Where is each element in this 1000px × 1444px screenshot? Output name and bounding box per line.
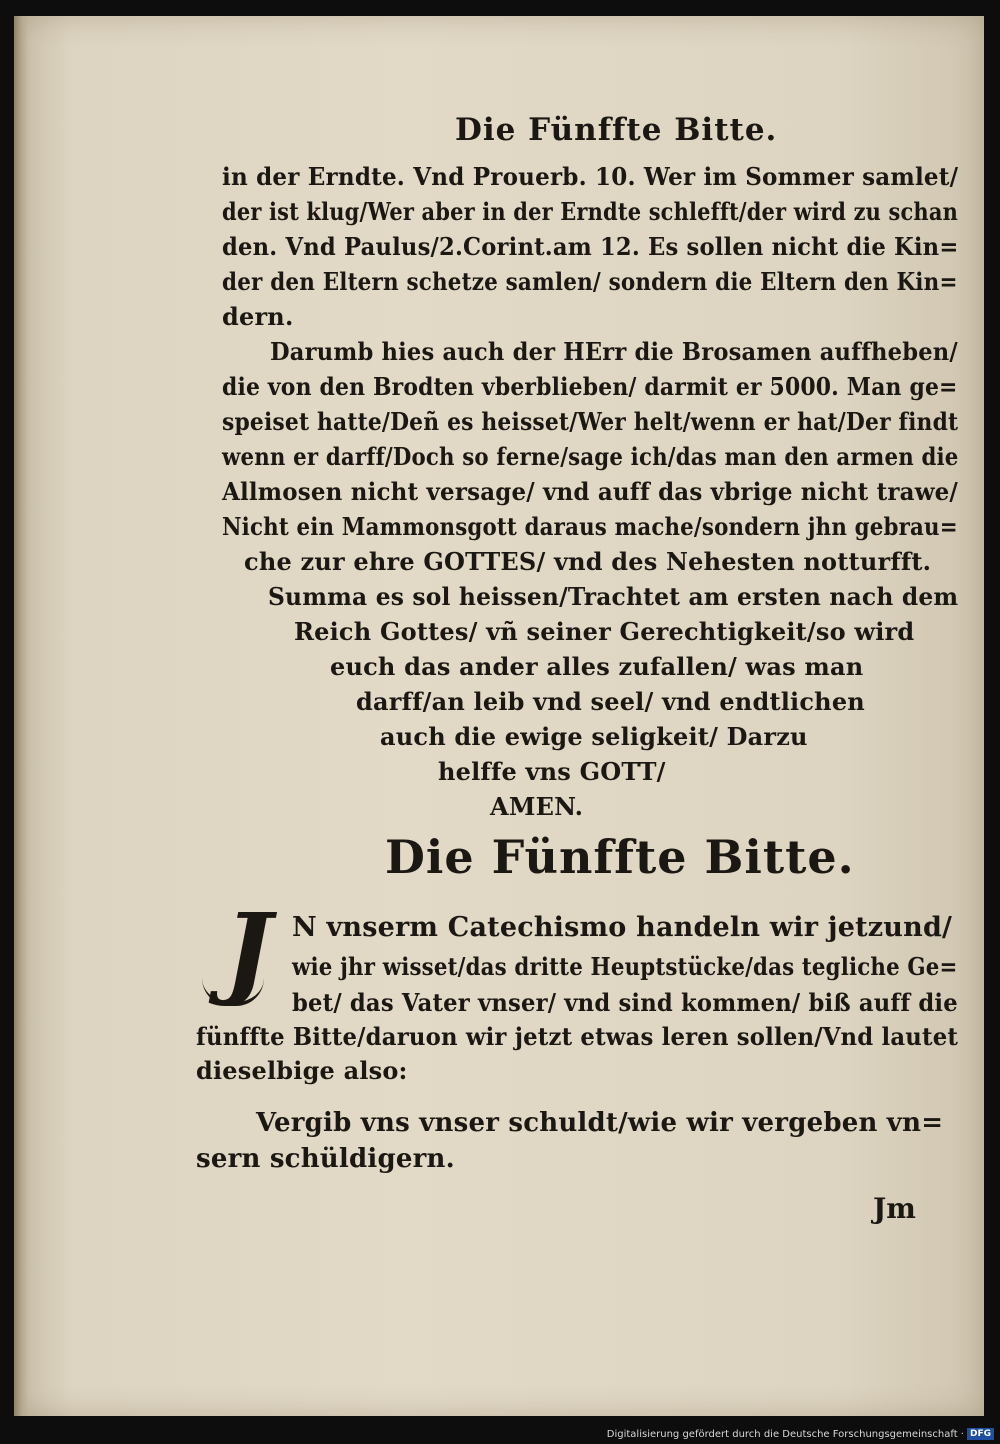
page-gutter-shadow [14, 16, 28, 1416]
body-line-4: der den Eltern schetze samlen/ sondern die Eltern den Kin= [222, 267, 958, 296]
running-head: Die Fünffte Bitte. [455, 112, 778, 148]
petition-line-1: Vergib vns vnser schuldt/wie wir vergeben vn= [256, 1108, 944, 1138]
body-line-5: dern. [222, 302, 294, 331]
body-line-16: darff/an leib vnd seel/ vnd endtlichen [356, 687, 865, 716]
body-line-2: der ist klug/Wer aber in der Erndte schlefft/der wird zu schan [222, 197, 958, 226]
catchword: Jm [873, 1192, 916, 1225]
body-line-15: euch das ander alles zufallen/ was man [330, 652, 864, 681]
body-line-11: Nicht ein Mammonsgott daraus mache/sondern jhn gebrau= [222, 512, 958, 541]
digitization-credit [607, 1428, 994, 1440]
body-line-7: die von den Brodten vberblieben/ darmit er 5000. Man ge= [222, 372, 958, 401]
body-line-6: Darumb hies auch der HErr die Brosamen auffheben/ [270, 337, 958, 366]
intro-line-1: N vnserm Catechismo handeln wir jetzund/ [292, 912, 953, 943]
body-line-8: speiset hatte/Deñ es heisset/Wer helt/wenn er hat/Der findt [222, 407, 959, 436]
body-line-12: che zur ehre GOTTES/ vnd des Nehesten notturfft. [244, 547, 932, 576]
body-line-14: Reich Gottes/ vñ seiner Gerechtigkeit/so wird [294, 617, 915, 646]
book-page [14, 16, 984, 1416]
petition-line-2: sern schüldigern. [196, 1144, 455, 1174]
body-line-10: Allmosen nicht versage/ vnd auff das vbrige nicht trawe/ [222, 477, 959, 506]
intro-line-5: dieselbige also: [196, 1056, 408, 1085]
body-line-3: den. Vnd Paulus/2.Corint.am 12. Es sollen nicht die Kin= [222, 232, 959, 261]
intro-line-3: bet/ das Vater vnser/ vnd sind kommen/ biß auff die [292, 988, 958, 1017]
body-line-17: auch die ewige seligkeit/ Darzu [380, 722, 808, 751]
section-heading: Die Fünffte Bitte. [385, 830, 855, 884]
body-line-18: helffe vns GOTT/ [438, 757, 666, 786]
credit-text: Digitalisierung gefördert durch die Deutsche Forschungsgemeinschaft · [606, 1428, 964, 1440]
intro-line-4: fünffte Bitte/daruon wir jetzt etwas leren sollen/Vnd lautet [196, 1022, 959, 1051]
intro-line-2: wie jhr wisset/das dritte Heuptstücke/das tegliche Ge= [292, 952, 958, 981]
body-line-13: Summa es sol heissen/Trachtet am ersten nach dem [268, 582, 959, 611]
body-line-9: wenn er darff/Doch so ferne/sage ich/das man den armen die [222, 442, 959, 471]
body-line-19: AMEN. [490, 792, 584, 821]
body-line-1: in der Erndte. Vnd Prouerb. 10. Wer im Sommer samlet/ [222, 162, 959, 191]
dfg-logo: DFG [967, 1428, 994, 1440]
drop-initial: J [224, 891, 272, 1009]
